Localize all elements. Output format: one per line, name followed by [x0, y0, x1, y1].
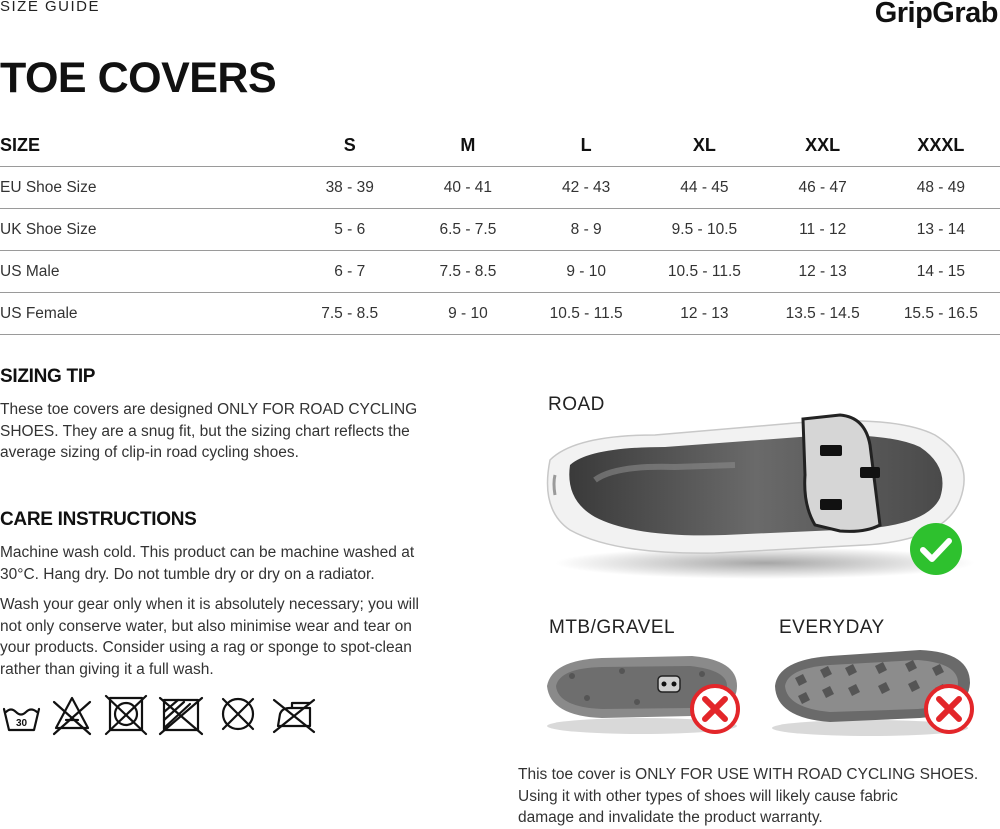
table-cell: 12 - 13 — [645, 293, 763, 335]
column-header: XL — [645, 125, 763, 167]
text-line: These toe covers are designed ONLY FOR ROAD CYCLING — [0, 401, 418, 418]
table-cell: 10.5 - 11.5 — [527, 293, 645, 335]
text-line: 30°C. Hang dry. Do not tumble dry or dry on a radiator. — [0, 565, 375, 583]
text-line: This toe cover is ONLY FOR USE WITH ROAD CYCLING SHOES. — [518, 766, 979, 783]
table-row — [0, 293, 1000, 335]
road-check-icon — [909, 522, 963, 576]
column-header: XXXL — [882, 125, 1000, 167]
table-row — [0, 209, 1000, 251]
care-text-2 — [0, 594, 500, 680]
brand-logo: GripGrab — [874, 0, 998, 29]
table-header-row — [0, 125, 1000, 167]
table-cell: 6.5 - 7.5 — [409, 209, 527, 251]
table-cell: 10.5 - 11.5 — [645, 251, 763, 293]
everyday-label: EVERYDAY — [779, 617, 885, 638]
table-cell: 12 - 13 — [764, 251, 882, 293]
text-line: Wash your gear only when it is absolutely necessary; you will — [0, 596, 419, 613]
table-cell: 13 - 14 — [882, 209, 1000, 251]
everyday-cross-icon — [922, 682, 976, 736]
page-title: TOE COVERS — [0, 54, 277, 102]
text-line: SHOES. They are a snug fit, but the sizing chart reflects the — [0, 422, 410, 440]
table-cell: 40 - 41 — [409, 167, 527, 209]
table-cell: 9 - 10 — [527, 251, 645, 293]
text-line: not only conserve water, but also minimise wear and tear on — [0, 617, 412, 635]
text-line: Using it with other types of shoes will likely cause fabric — [518, 787, 898, 805]
table-cell: 8 - 9 — [527, 209, 645, 251]
table-row — [0, 251, 1000, 293]
text-line: your products. Consider using a rag or sponge to spot-clean — [0, 639, 412, 656]
table-cell: 14 - 15 — [882, 251, 1000, 293]
column-header: XXL — [764, 125, 882, 167]
sizing-tip-text — [0, 399, 500, 464]
road-only-note — [518, 764, 988, 829]
mtb-cross-icon — [688, 682, 742, 736]
mtb-label: MTB/GRAVEL — [549, 617, 676, 638]
table-cell: 9.5 - 10.5 — [645, 209, 763, 251]
table-cell: 5 - 6 — [291, 209, 409, 251]
table-cell: 7.5 - 8.5 — [409, 251, 527, 293]
care-text-1 — [0, 542, 500, 585]
column-header: L — [527, 125, 645, 167]
text-line: Machine wash cold. This product can be machine washed at — [0, 544, 415, 561]
size-guide-label: SIZE GUIDE — [0, 0, 101, 15]
text-line: average sizing of clip-in road cycling shoes. — [0, 444, 299, 461]
table-cell: 44 - 45 — [645, 167, 763, 209]
table-cell: 48 - 49 — [882, 167, 1000, 209]
column-header: M — [409, 125, 527, 167]
table-cell: 15.5 - 16.5 — [882, 293, 1000, 335]
table-cell: 11 - 12 — [764, 209, 882, 251]
table-cell: 46 - 47 — [764, 167, 882, 209]
text-line: damage and invalidate the product warranty. — [518, 809, 823, 826]
no-tumble-dry-icon — [106, 696, 146, 734]
row-label: EU Shoe Size — [0, 167, 291, 209]
road-label: ROAD — [548, 394, 605, 415]
column-header: SIZE — [0, 125, 291, 167]
no-dry-clean-icon — [223, 699, 253, 729]
column-header: S — [291, 125, 409, 167]
row-label: US Female — [0, 293, 291, 335]
no-bleach-icon — [54, 698, 90, 734]
size-table — [0, 125, 1000, 335]
table-cell: 6 - 7 — [291, 251, 409, 293]
table-row — [0, 167, 1000, 209]
row-label: US Male — [0, 251, 291, 293]
wash-temp: 30 — [15, 718, 28, 729]
no-iron-icon — [274, 700, 314, 732]
table-cell: 9 - 10 — [409, 293, 527, 335]
sizing-tip-heading: SIZING TIP — [0, 366, 96, 387]
table-cell: 7.5 - 8.5 — [291, 293, 409, 335]
care-symbols — [0, 692, 330, 736]
text-line: rather than giving it a full wash. — [0, 660, 214, 678]
wash-30-icon — [4, 709, 39, 730]
table-cell: 42 - 43 — [527, 167, 645, 209]
no-radiator-dry-icon — [160, 698, 202, 734]
care-heading: CARE INSTRUCTIONS — [0, 509, 197, 530]
row-label: UK Shoe Size — [0, 209, 291, 251]
table-cell: 38 - 39 — [291, 167, 409, 209]
table-cell: 13.5 - 14.5 — [764, 293, 882, 335]
